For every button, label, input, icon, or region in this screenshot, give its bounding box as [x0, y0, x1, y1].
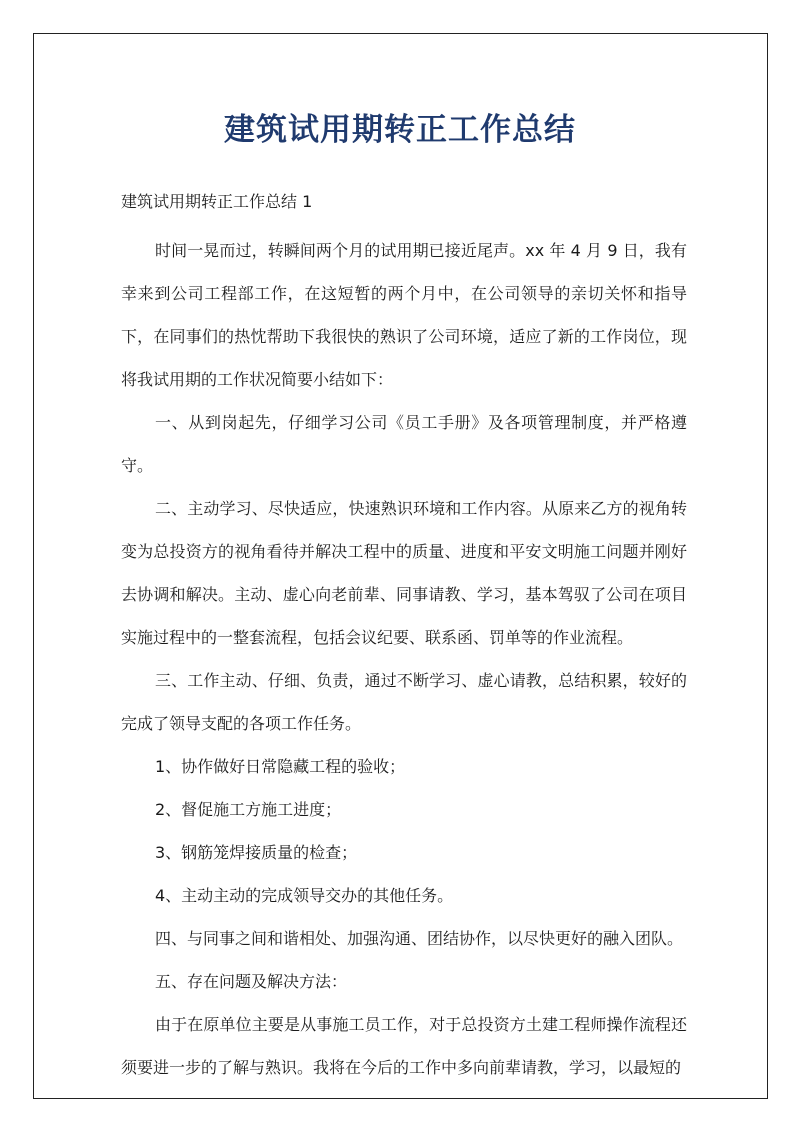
list-item: 1、协作做好日常隐藏工程的验收；	[155, 757, 406, 776]
section-heading: 建筑试用期转正工作总结 1	[121, 192, 313, 211]
paragraph-point-1: 一、从到岗起先，仔细学习公司《员工手册》及各项管理制度，并严格遵守。	[121, 413, 687, 475]
list-item: 2、督促施工方施工进度；	[155, 800, 342, 819]
document-title: 建筑试用期转正工作总结	[224, 112, 576, 148]
list-item: 3、钢筋笼焊接质量的检查；	[155, 843, 358, 862]
list-item: 4、主动主动的完成领导交办的其他任务。	[155, 886, 454, 905]
paragraph-point-2: 二、主动学习、尽快适应，快速熟识环境和工作内容。从原来乙方的视角转变为总投资方的视角看待并解决工程中的质量、进度和平安文明施工问题并刚好去协调和解决。主动、虚心向老前辈、同事请教、学习，基本驾驭了公司在项目实施过程中的一整套流程，包括会议纪要、联系函、罚单等的作业流程。	[121, 499, 687, 647]
paragraph-intro: 时间一晃而过，转瞬间两个月的试用期已接近尾声。xx 年 4 月 9 日，我有幸来到公司工程部工作，在这短暂的两个月中，在公司领导的亲切关怀和指导下，在同事们的热忱帮助下我很快的熟识了公司环境，适应了新的工作岗位，现将我试用期的工作状况简要小结如下：	[121, 241, 687, 389]
paragraph-point-5: 五、存在问题及解决方法：	[155, 972, 348, 991]
document-body	[121, 229, 687, 1089]
paragraph-point-4: 四、与同事之间和谐相处、加强沟通、团结协作，以尽快更好的融入团队。	[155, 929, 684, 948]
paragraph-point-3: 三、工作主动、仔细、负责，通过不断学习、虚心请教，总结积累，较好的完成了领导支配的各项工作任务。	[121, 671, 687, 733]
paragraph-closing: 由于在原单位主要是从事施工员工作，对于总投资方土建工程师操作流程还须要进一步的了解与熟识。我将在今后的工作中多向前辈请教，学习，以最短的	[121, 1015, 687, 1077]
